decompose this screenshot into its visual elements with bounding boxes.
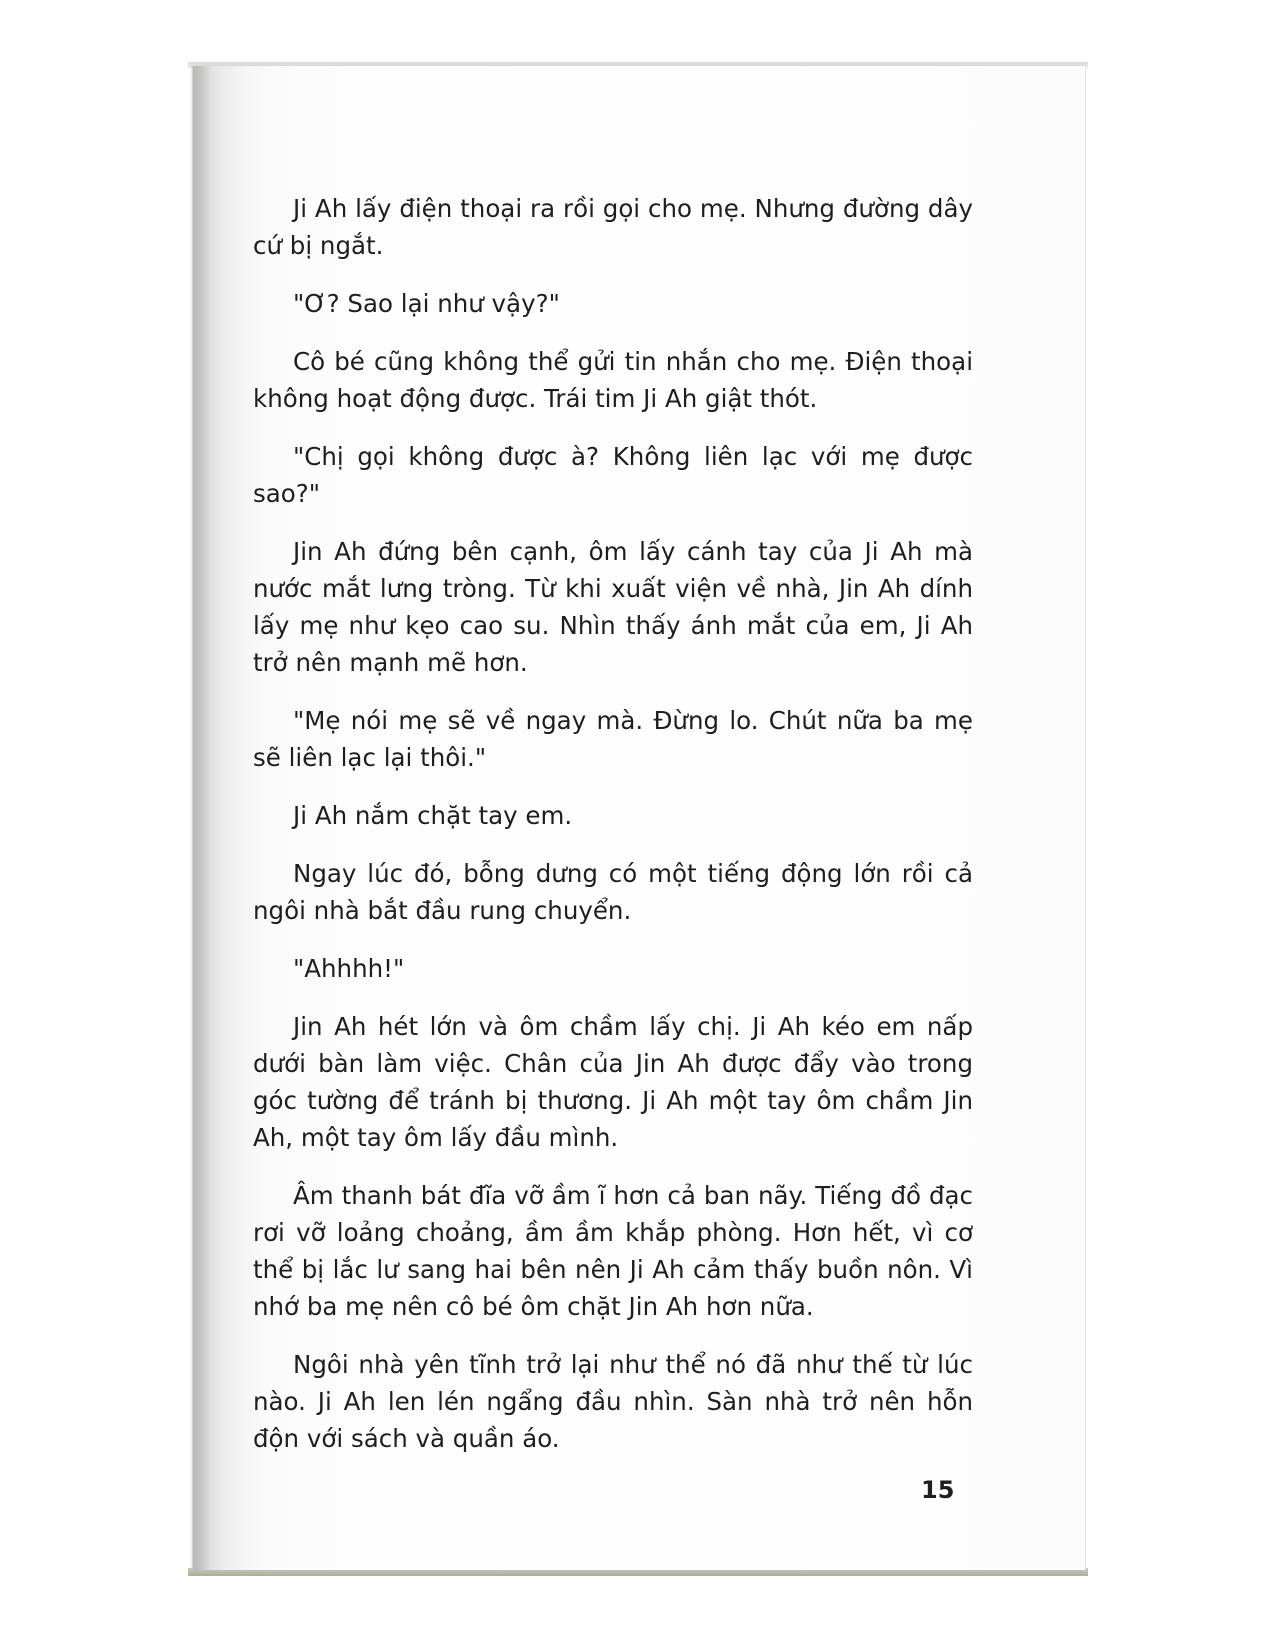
paragraph: Ngay lúc đó, bỗng dưng có một tiếng động lớn rồi cả ngôi nhà bắt đầu rung chuyển. [253, 859, 973, 925]
paragraph: Jin Ah hét lớn và ôm chầm lấy chị. Ji Ah kéo em nấp dưới bàn làm việc. Chân của Jin Ah được đẩy vào trong góc tường để tránh bị thương. Ji Ah một tay ôm chầm Jin Ah, một tay ôm lấy đầu mình. [253, 1012, 973, 1152]
paragraph: "Mẹ nói mẹ sẽ về ngay mà. Đừng lo. Chút nữa ba mẹ sẽ liên lạc lại thôi." [253, 706, 973, 772]
paragraph: Âm thanh bát đĩa vỡ ầm ĩ hơn cả ban nãy. Tiếng đồ đạc rơi vỡ loảng choảng, ầm ầm khắp phòng. Hơn hết, vì cơ thể bị lắc lư sang hai bên nên Ji Ah cảm thấy buồn nôn. Vì nhớ ba mẹ nên cô bé ôm chặt Jin Ah hơn nữa. [253, 1181, 973, 1321]
paragraph: Jin Ah đứng bên cạnh, ôm lấy cánh tay của Ji Ah mà nước mắt lưng tròng. Từ khi xuất viện về nhà, Jin Ah dính lấy mẹ như kẹo cao su. Nhìn thấy ánh mắt của em, Ji Ah trở nên mạnh mẽ hơn. [253, 537, 973, 677]
paragraph: Ngôi nhà yên tĩnh trở lại như thể nó đã như thế từ lúc nào. Ji Ah len lén ngẩng đầu nhìn. Sàn nhà trở nên hỗn độn với sách và quần áo. [253, 1350, 973, 1453]
paragraph: Ji Ah nắm chặt tay em. [293, 801, 573, 830]
paragraph: Ji Ah lấy điện thoại ra rồi gọi cho mẹ. Nhưng đường dây cứ bị ngắt. [253, 194, 973, 260]
page-number: 15 [921, 1476, 955, 1504]
paragraph: "Ahhhh!" [293, 954, 405, 983]
book-page [193, 66, 1085, 1570]
paragraph: "Ơ? Sao lại như vậy?" [293, 289, 560, 318]
paragraph: Cô bé cũng không thể gửi tin nhắn cho mẹ. Điện thoại không hoạt động được. Trái tim Ji Ah giật thót. [253, 347, 973, 413]
paragraph: "Chị gọi không được à? Không liên lạc với mẹ được sao?" [253, 442, 973, 508]
body-text [253, 190, 973, 1478]
page-gutter-shadow [193, 66, 211, 1570]
